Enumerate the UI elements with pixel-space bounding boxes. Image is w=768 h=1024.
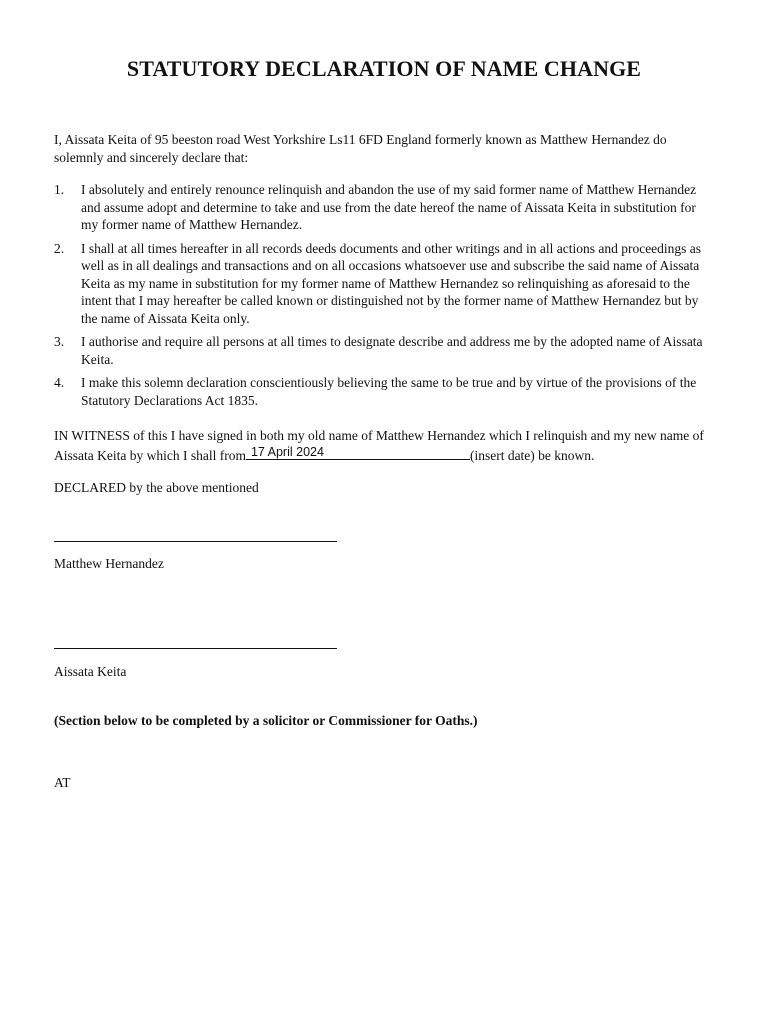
signatory-new-name: Aissata Keita [54,664,127,679]
witness-text-after: (insert date) be known. [469,448,595,463]
clause-number: 4. [54,375,65,390]
clause-item [54,181,710,234]
clause-number: 3. [54,334,65,349]
signature-line-new-name[interactable] [54,648,337,649]
date-fill-field[interactable] [246,445,470,460]
at-label: AT [54,775,71,790]
clause-text: I absolutely and entirely renounce relinquish and abandon the use of my said former name of Matthew Hernandez and assume adopt and determine to take and use from the date hereof the name of Aissata Keita in substitution for my former name of Matthew Hernandez. [81,182,697,232]
intro-paragraph: I, Aissata Keita of 95 beeston road West Yorkshire Ls11 6FD England formerly known as Matthew Hernandez do solemnly and sincerely declare that: [54,132,667,165]
clause-number: 1. [54,182,65,197]
document-title: STATUTORY DECLARATION OF NAME CHANGE [126,56,642,81]
declared-statement: DECLARED by the above mentioned [54,480,259,495]
signature-line-old-name[interactable] [54,541,337,542]
clause-list [54,181,710,415]
witness-date-value: 17 April 2024 [250,445,324,459]
clause-item [54,240,710,328]
solicitor-section-note: (Section below to be completed by a solicitor or Commissioner for Oaths.) [54,713,478,728]
clause-text: I shall at all times hereafter in all records deeds documents and other writings and in all actions and proceedings as well as in all dealings and transactions and on all occasions whatsoever use and subscribe the said name of Aissata Keita as my name in substitution for my former name of Matthew Hernandez so relinquishing as aforesaid to the intent that I may hereafter be called known or distinguished not by the former name of Matthew Hernandez but by the name of Aissata Keita only. [81,240,702,326]
clause-text: I authorise and require all persons at all times to designate describe and address me by the adopted name of Aissata Keita. [81,334,703,367]
clause-number: 2. [54,240,65,256]
witness-paragraph [54,427,710,465]
signatory-old-name: Matthew Hernandez [54,556,164,571]
clause-text: I make this solemn declaration conscientiously believing the same to be true and by virtue of the provisions of the Statutory Declarations Act 1835. [81,375,697,408]
clause-item [54,333,710,368]
witness-text-before: IN WITNESS of this I have signed in both my old name of Matthew Hernandez which I relinquish and my new name of Aissata Keita by which I shall from [54,428,704,463]
clause-item [54,374,710,409]
